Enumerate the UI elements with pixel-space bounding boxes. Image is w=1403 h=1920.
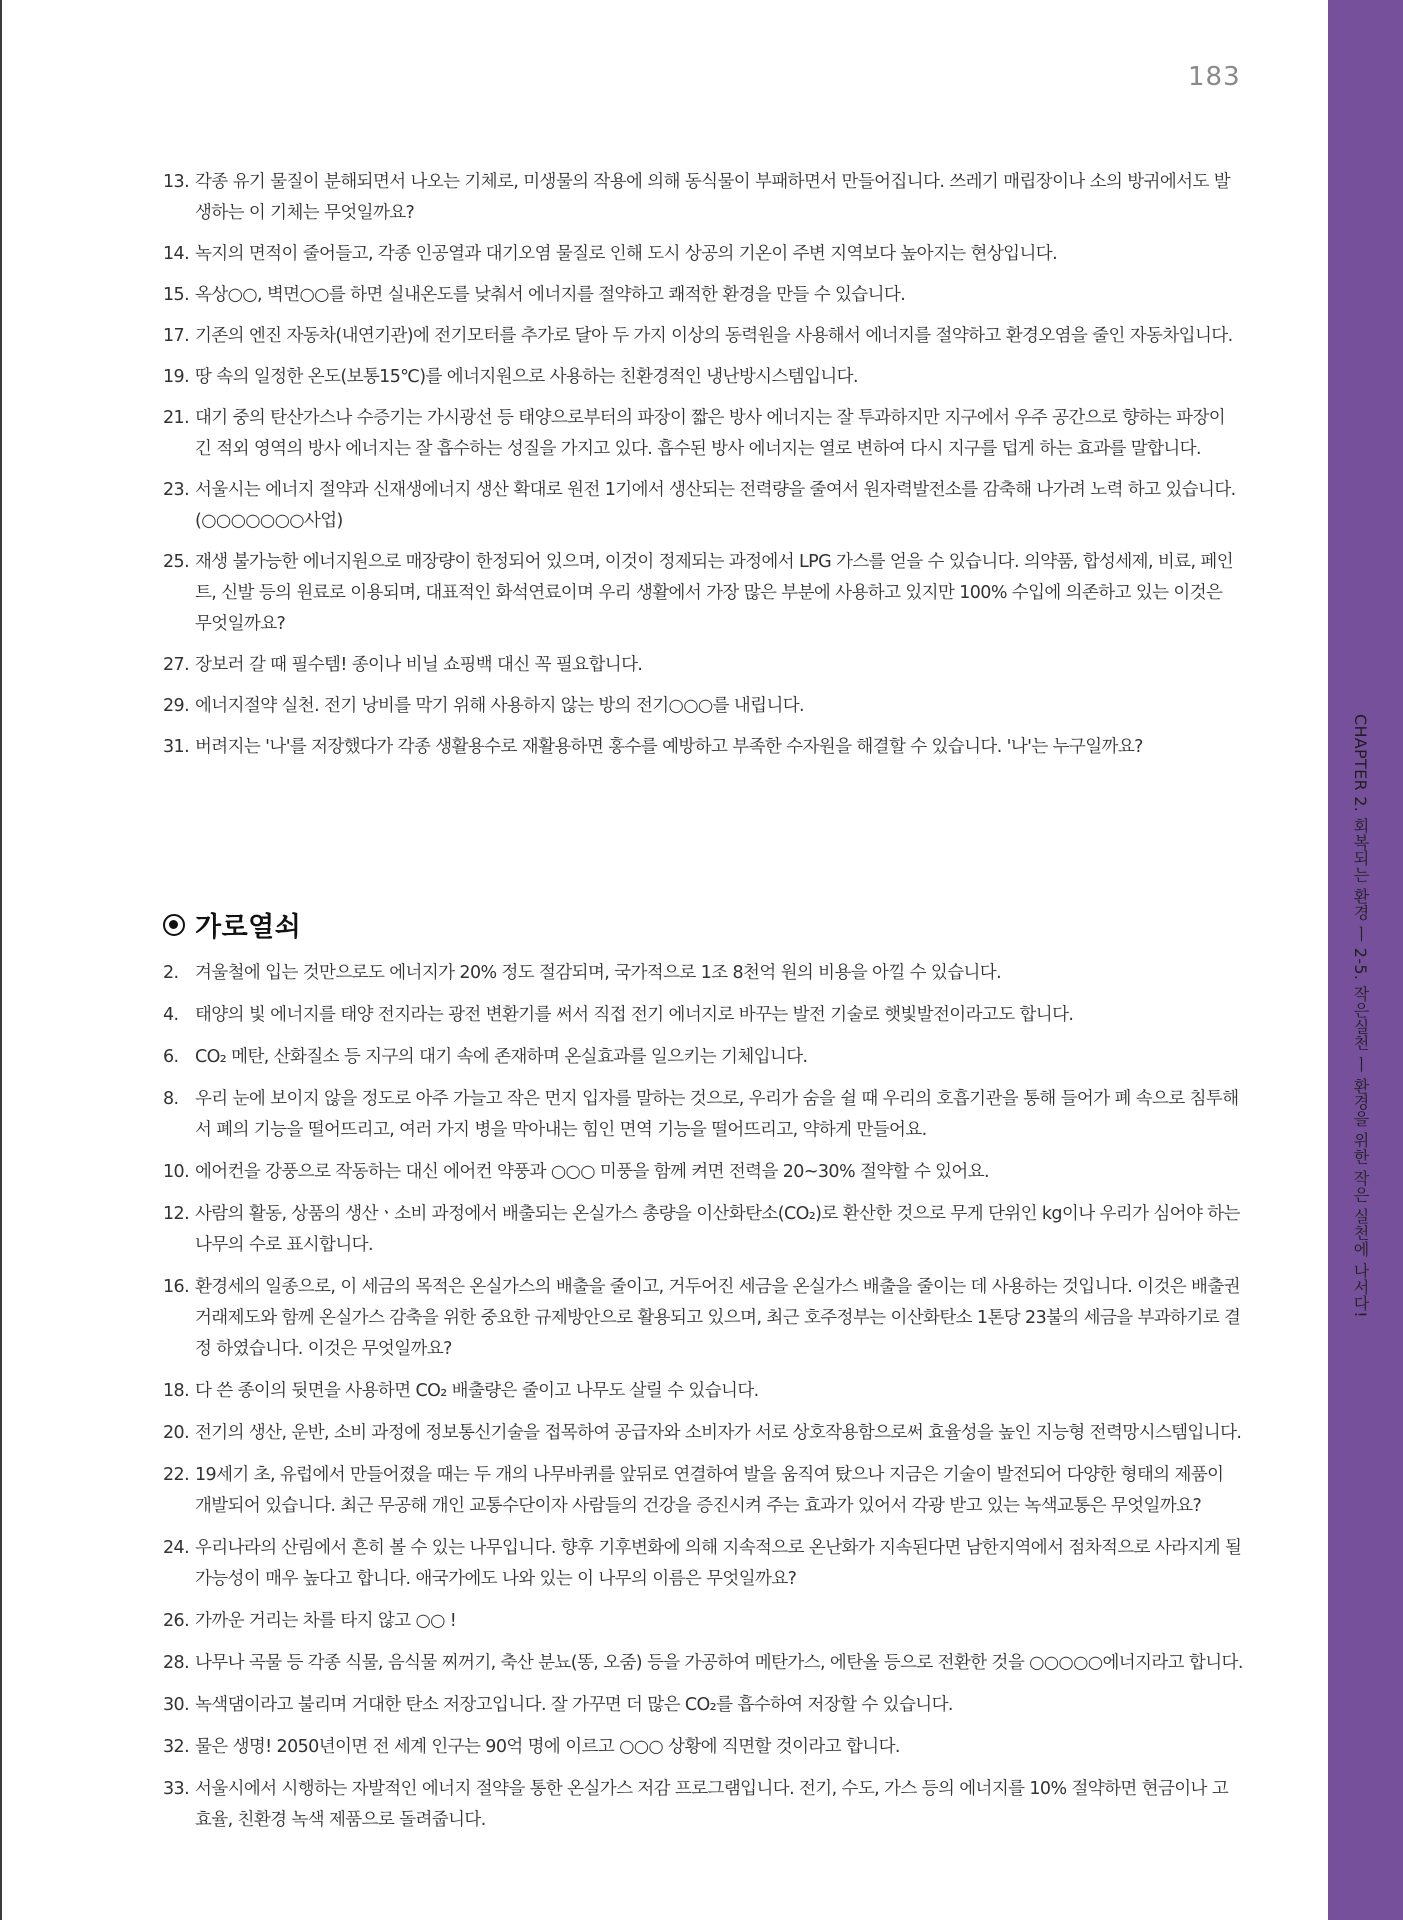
clue-item bbox=[163, 321, 1243, 352]
clue-number: 15. bbox=[163, 285, 190, 305]
clue-number: 24. bbox=[163, 1538, 190, 1558]
page-edge-line bbox=[0, 0, 2, 1920]
clue-item bbox=[163, 167, 1243, 229]
clue-item bbox=[163, 1418, 1243, 1449]
clue-number: 8. bbox=[163, 1089, 179, 1109]
clue-number: 2. bbox=[163, 963, 179, 983]
clue-number: 32. bbox=[163, 1737, 190, 1757]
clue-item bbox=[163, 239, 1243, 270]
clue-item bbox=[163, 1199, 1243, 1261]
clue-number: 22. bbox=[163, 1465, 190, 1485]
clue-number: 14. bbox=[163, 244, 190, 264]
clue-text: 물은 생명! 2050년이면 전 세계 인구는 90억 명에 이르고 ○○○ 상황에 직면할 것이라고 합니다. bbox=[195, 1737, 900, 1757]
clue-item bbox=[163, 547, 1243, 640]
clue-text: 녹색댐이라고 불리며 거대한 탄소 저장고입니다. 잘 가꾸면 더 많은 CO₂를 흡수하여 저장할 수 있습니다. bbox=[195, 1695, 953, 1715]
clue-item bbox=[163, 732, 1243, 763]
clue-text: 다 쓴 종이의 뒷면을 사용하면 CO₂ 배출량은 줄이고 나무도 살릴 수 있습니다. bbox=[195, 1381, 759, 1401]
clue-text: 환경세의 일종으로, 이 세금의 목적은 온실가스의 배출을 줄이고, 거두어진 세금을 온실가스 배출을 줄이는 데 사용하는 것입니다. 이것은 배출권거래제도와 함께 온실가스 감축을 위한 중요한 규제방안으로 활용되고 있으며, 최근 호주정부는 이산화탄소 1톤당 23불의 세금을 부과하기로 결정 하였습니다. 이것은 무엇일까요? bbox=[195, 1277, 1241, 1359]
clue-text: 땅 속의 일정한 온도(보통15℃)를 에너지원으로 사용하는 친환경적인 냉난방시스템입니다. bbox=[195, 367, 858, 387]
clue-item bbox=[163, 1042, 1243, 1073]
clue-text: 우리나라의 산림에서 흔히 볼 수 있는 나무입니다. 향후 기후변화에 의해 지속적으로 온난화가 지속된다면 남한지역에서 점차적으로 사라지게 될 가능성이 매우 높다고 합니다. 애국가에도 나와 있는 이 나무의 이름은 무엇일까요? bbox=[195, 1538, 1242, 1589]
clue-item bbox=[163, 362, 1243, 393]
clue-number: 27. bbox=[163, 655, 190, 675]
clue-text: 겨울철에 입는 것만으로도 에너지가 20% 정도 절감되며, 국가적으로 1조 8천억 원의 비용을 아낄 수 있습니다. bbox=[195, 963, 1002, 983]
clue-text: 서울시는 에너지 절약과 신재생에너지 생산 확대로 원전 1기에서 생산되는 전력량을 줄여서 원자력발전소를 감축해 나가려 노력 하고 있습니다. (○○○○○○○사업) bbox=[195, 480, 1236, 531]
clue-text: 버려지는 '나'를 저장했다가 각종 생활용수로 재활용하면 홍수를 예방하고 부족한 수자원을 해결할 수 있습니다. '나'는 누구일까요? bbox=[195, 737, 1143, 757]
clue-item bbox=[163, 280, 1243, 311]
clue-text: 19세기 초, 유럽에서 만들어졌을 때는 두 개의 나무바퀴를 앞뒤로 연결하여 발을 움직여 탔으나 지금은 기술이 발전되어 다양한 형태의 제품이 개발되어 있습니다. 최근 무공해 개인 교통수단이자 사람들의 건강을 증진시켜 주는 효과가 있어서 각광 받고 있는 녹색교통은 무엇일까요? bbox=[195, 1465, 1224, 1516]
clue-item bbox=[163, 1690, 1243, 1721]
clue-number: 29. bbox=[163, 696, 190, 716]
clue-item bbox=[163, 1732, 1243, 1763]
clue-text: 전기의 생산, 운반, 소비 과정에 정보통신기술을 접목하여 공급자와 소비자가 서로 상호작용함으로써 효율성을 높인 지능형 전력망시스템입니다. bbox=[195, 1423, 1242, 1443]
clue-item bbox=[163, 691, 1243, 722]
clue-number: 25. bbox=[163, 552, 190, 572]
clue-text: 대기 중의 탄산가스나 수증기는 가시광선 등 태양으로부터의 파장이 짧은 방사 에너지는 잘 투과하지만 지구에서 우주 공간으로 향하는 파장이 긴 적외 영역의 방사 에너지는 잘 흡수하는 성질을 가지고 있다. 흡수된 방사 에너지는 열로 변하여 다시 지구를 덥게 하는 효과를 말합니다. bbox=[195, 408, 1226, 459]
across-section-header bbox=[163, 905, 1243, 944]
clue-number: 6. bbox=[163, 1047, 179, 1067]
clue-item bbox=[163, 403, 1243, 465]
crossword-clues bbox=[163, 167, 1243, 1836]
clue-item bbox=[163, 1272, 1243, 1365]
chapter-side-label: CHAPTER 2. 회복되는 환경 ㅣ 2-5. 작은실천 ㅣ 환경을 위한 작은 실천에 나서다! bbox=[1351, 714, 1370, 1319]
across-clue-list bbox=[163, 958, 1243, 1836]
clue-number: 26. bbox=[163, 1611, 190, 1631]
clue-item bbox=[163, 650, 1243, 681]
clue-text: 각종 유기 물질이 분해되면서 나오는 기체로, 미생물의 작용에 의해 동식물이 부패하면서 만들어집니다. 쓰레기 매립장이나 소의 방귀에서도 발생하는 이 기체는 무엇일까요? bbox=[195, 172, 1231, 223]
clue-text: 옥상○○, 벽면○○를 하면 실내온도를 낮춰서 에너지를 절약하고 쾌적한 환경을 만들 수 있습니다. bbox=[195, 285, 906, 305]
clue-text: 기존의 엔진 자동차(내연기관)에 전기모터를 추가로 달아 두 가지 이상의 동력원을 사용해서 에너지를 절약하고 환경오염을 줄인 자동차입니다. bbox=[195, 326, 1233, 346]
clue-number: 33. bbox=[163, 1779, 190, 1799]
across-section-title: 가로열쇠 bbox=[195, 912, 302, 943]
circle-bullet-icon bbox=[163, 914, 185, 936]
clue-number: 18. bbox=[163, 1381, 190, 1401]
clue-number: 12. bbox=[163, 1204, 190, 1224]
clue-number: 20. bbox=[163, 1423, 190, 1443]
clue-text: 서울시에서 시행하는 자발적인 에너지 절약을 통한 온실가스 저감 프로그램입니다. 전기, 수도, 가스 등의 에너지를 10% 절약하면 현금이나 고효율, 친환경 녹색 제품으로 돌려줍니다. bbox=[195, 1779, 1229, 1830]
clue-text: 나무나 곡물 등 각종 식물, 음식물 찌꺼기, 축산 분뇨(똥, 오줌) 등을 가공하여 메탄가스, 에탄올 등으로 전환한 것을 ○○○○○에너지라고 합니다. bbox=[195, 1653, 1243, 1673]
clue-item bbox=[163, 1084, 1243, 1146]
clue-text: 장보러 갈 때 필수템! 종이나 비닐 쇼핑백 대신 꼭 필요합니다. bbox=[195, 655, 643, 675]
clue-number: 16. bbox=[163, 1277, 190, 1297]
clue-item bbox=[163, 1606, 1243, 1637]
clue-item bbox=[163, 1000, 1243, 1031]
down-clue-list bbox=[163, 167, 1243, 763]
clue-item bbox=[163, 958, 1243, 989]
clue-text: 에어컨을 강풍으로 작동하는 대신 에어컨 약풍과 ○○○ 미풍을 함께 켜면 전력을 20~30% 절약할 수 있어요. bbox=[195, 1162, 989, 1182]
clue-text: 녹지의 면적이 줄어들고, 각종 인공열과 대기오염 물질로 인해 도시 상공의 기온이 주변 지역보다 높아지는 현상입니다. bbox=[195, 244, 1058, 264]
clue-text: CO₂ 메탄, 산화질소 등 지구의 대기 속에 존재하며 온실효과를 일으키는 기체입니다. bbox=[195, 1047, 808, 1067]
clue-number: 10. bbox=[163, 1162, 190, 1182]
clue-number: 31. bbox=[163, 737, 190, 757]
clue-number: 21. bbox=[163, 408, 190, 428]
clue-item bbox=[163, 1533, 1243, 1595]
clue-item bbox=[163, 1460, 1243, 1522]
clue-number: 19. bbox=[163, 367, 190, 387]
clue-item bbox=[163, 1157, 1243, 1188]
clue-number: 30. bbox=[163, 1695, 190, 1715]
clue-text: 에너지절약 실천. 전기 낭비를 막기 위해 사용하지 않는 방의 전기○○○를 내립니다. bbox=[195, 696, 805, 716]
clue-number: 4. bbox=[163, 1005, 179, 1025]
clue-item bbox=[163, 1648, 1243, 1679]
clue-item bbox=[163, 475, 1243, 537]
clue-text: 재생 불가능한 에너지원으로 매장량이 한정되어 있으며, 이것이 정제되는 과정에서 LPG 가스를 얻을 수 있습니다. 의약품, 합성세제, 비료, 페인트, 신발 등의 원료로 이용되며, 대표적인 화석연료이며 우리 생활에서 가장 많은 부분에 사용하고 있지만 100% 수입에 의존하고 있는 이것은 무엇일까요? bbox=[195, 552, 1234, 634]
clue-text: 사람의 활동, 상품의 생산ㆍ소비 과정에서 배출되는 온실가스 총량을 이산화탄소(CO₂)로 환산한 것으로 무게 단위인 kg이나 우리가 심어야 하는 나무의 수로 표시합니다. bbox=[195, 1204, 1240, 1255]
clue-item bbox=[163, 1376, 1243, 1407]
clue-item bbox=[163, 1774, 1243, 1836]
clue-number: 23. bbox=[163, 480, 190, 500]
clue-text: 태양의 빛 에너지를 태양 전지라는 광전 변환기를 써서 직접 전기 에너지로 바꾸는 발전 기술로 햇빛발전이라고도 합니다. bbox=[195, 1005, 1074, 1025]
clue-text: 가까운 거리는 차를 타지 않고 ○○ ! bbox=[195, 1611, 457, 1631]
clue-number: 13. bbox=[163, 172, 190, 192]
page-number: 183 bbox=[1188, 62, 1241, 92]
clue-number: 28. bbox=[163, 1653, 190, 1673]
clue-text: 우리 눈에 보이지 않을 정도로 아주 가늘고 작은 먼지 입자를 말하는 것으로, 우리가 숨을 쉴 때 우리의 호흡기관을 통해 들어가 폐 속으로 침투해서 폐의 기능을 떨어뜨리고, 여러 가지 병을 막아내는 힘인 면역 기능을 떨어뜨리고, 약하게 만들어요. bbox=[195, 1089, 1239, 1140]
clue-number: 17. bbox=[163, 326, 190, 346]
